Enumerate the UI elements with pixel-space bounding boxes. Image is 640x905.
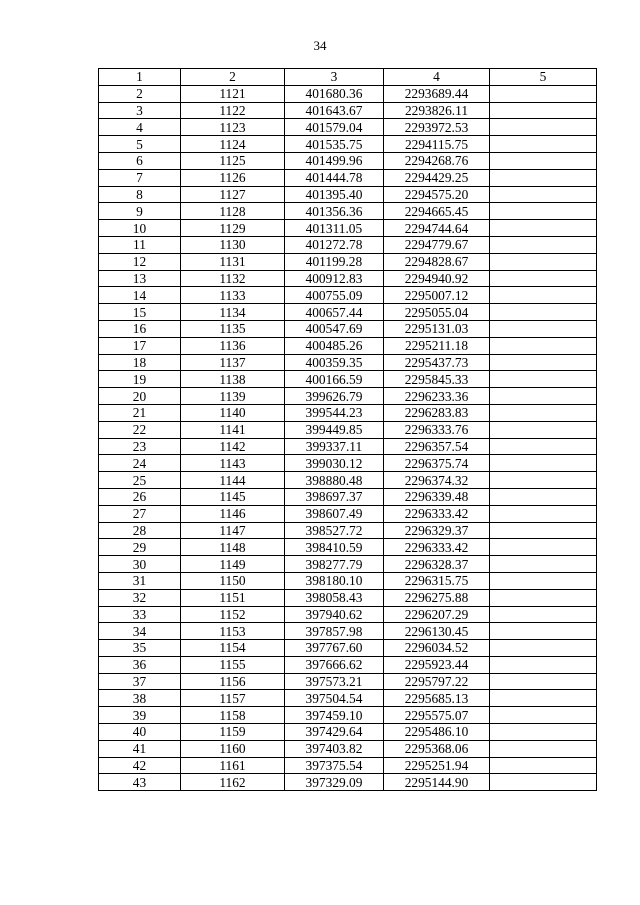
table-cell-col-2: 1145 (181, 488, 285, 505)
table-cell-col-4: 2296375.74 (384, 455, 490, 472)
table-cell-col-4: 2294575.20 (384, 186, 490, 203)
table-cell-col-1: 31 (99, 572, 181, 589)
table-cell-col-1: 23 (99, 438, 181, 455)
table-cell-col-3: 401444.78 (285, 169, 384, 186)
table-cell-col-1: 39 (99, 707, 181, 724)
table-row (99, 203, 597, 220)
table-cell-col-1: 42 (99, 757, 181, 774)
table-cell-col-1: 25 (99, 472, 181, 489)
table-cell-col-5 (490, 640, 597, 657)
table-row (99, 556, 597, 573)
table-cell-col-5 (490, 472, 597, 489)
table-cell-col-3: 401579.04 (285, 119, 384, 136)
table-cell-col-4: 2296034.52 (384, 640, 490, 657)
table-cell-col-3: 397940.62 (285, 606, 384, 623)
table-cell-col-5 (490, 673, 597, 690)
table-cell-col-3: 397375.54 (285, 757, 384, 774)
table-row (99, 421, 597, 438)
table-cell-col-5 (490, 337, 597, 354)
table-cell-col-4: 2294115.75 (384, 136, 490, 153)
table-cell-col-5 (490, 656, 597, 673)
table-cell-col-4: 2294779.67 (384, 236, 490, 253)
table-cell-col-5 (490, 102, 597, 119)
table-cell-col-5 (490, 724, 597, 741)
table-cell-col-3: 399626.79 (285, 388, 384, 405)
table-cell-col-5 (490, 203, 597, 220)
table-cell-col-1: 20 (99, 388, 181, 405)
table-cell-col-2: 1132 (181, 270, 285, 287)
table-row (99, 606, 597, 623)
table-cell-col-3: 398410.59 (285, 539, 384, 556)
table-row (99, 354, 597, 371)
table-row (99, 656, 597, 673)
table-cell-col-4: 2295144.90 (384, 774, 490, 791)
table-row (99, 488, 597, 505)
table-row (99, 589, 597, 606)
table-cell-col-5 (490, 270, 597, 287)
table-cell-col-1: 6 (99, 152, 181, 169)
table-cell-col-4: 2296333.42 (384, 539, 490, 556)
table-cell-col-1: 29 (99, 539, 181, 556)
table-row (99, 169, 597, 186)
table-row (99, 388, 597, 405)
table-row (99, 438, 597, 455)
table-row (99, 337, 597, 354)
table-cell-col-4: 2295486.10 (384, 724, 490, 741)
table-cell-col-1: 5 (99, 136, 181, 153)
table-cell-col-4: 2294744.64 (384, 220, 490, 237)
table-cell-col-4: 2295437.73 (384, 354, 490, 371)
table-row (99, 270, 597, 287)
table-cell-col-3: 398058.43 (285, 589, 384, 606)
table-cell-col-3: 400657.44 (285, 304, 384, 321)
table-cell-col-1: 14 (99, 287, 181, 304)
table-cell-col-1: 2 (99, 85, 181, 102)
table-cell-col-4: 2294268.76 (384, 152, 490, 169)
table-cell-col-3: 398607.49 (285, 505, 384, 522)
table-cell-col-5 (490, 774, 597, 791)
table-cell-col-4: 2296374.32 (384, 472, 490, 489)
table-cell-col-2: 1133 (181, 287, 285, 304)
table-cell-col-1: 8 (99, 186, 181, 203)
table-cell-col-1: 36 (99, 656, 181, 673)
table-cell-col-1: 27 (99, 505, 181, 522)
table-row (99, 119, 597, 136)
table-cell-col-3: 400166.59 (285, 371, 384, 388)
table-cell-col-1: 9 (99, 203, 181, 220)
table-cell-col-2: 1123 (181, 119, 285, 136)
table-cell-col-2: 1135 (181, 320, 285, 337)
table-cell-col-2: 1147 (181, 522, 285, 539)
table-row (99, 136, 597, 153)
table-cell-col-5 (490, 354, 597, 371)
table-cell-col-2: 1131 (181, 253, 285, 270)
table-cell-col-1: 40 (99, 724, 181, 741)
table-cell-col-3: 398527.72 (285, 522, 384, 539)
table-cell-col-1: 7 (99, 169, 181, 186)
table-cell-col-4: 2296315.75 (384, 572, 490, 589)
table-cell-col-3: 397459.10 (285, 707, 384, 724)
table-row (99, 472, 597, 489)
table-cell-col-4: 2296357.54 (384, 438, 490, 455)
table-cell-col-3: 397504.54 (285, 690, 384, 707)
table-cell-col-2: 1161 (181, 757, 285, 774)
table-cell-col-3: 400912.83 (285, 270, 384, 287)
table-cell-col-3: 401311.05 (285, 220, 384, 237)
table-cell-col-1: 22 (99, 421, 181, 438)
table-cell-col-2: 1137 (181, 354, 285, 371)
table-row (99, 690, 597, 707)
table-cell-col-2: 1128 (181, 203, 285, 220)
table-cell-col-3: 401272.78 (285, 236, 384, 253)
table-cell-col-2: 1146 (181, 505, 285, 522)
table-cell-col-5 (490, 320, 597, 337)
table-cell-col-5 (490, 539, 597, 556)
table-cell-col-5 (490, 740, 597, 757)
table-cell-col-1: 21 (99, 404, 181, 421)
table-cell-col-5 (490, 589, 597, 606)
table-cell-col-2: 1148 (181, 539, 285, 556)
table-cell-col-1: 18 (99, 354, 181, 371)
table-row (99, 102, 597, 119)
table-row (99, 404, 597, 421)
table-cell-col-4: 2294828.67 (384, 253, 490, 270)
table-cell-col-1: 43 (99, 774, 181, 791)
table-cell-col-3: 397857.98 (285, 623, 384, 640)
table-row (99, 640, 597, 657)
coordinates-table (98, 68, 597, 791)
table-cell-col-5 (490, 438, 597, 455)
table-cell-col-2: 1134 (181, 304, 285, 321)
table-cell-col-5 (490, 220, 597, 237)
table-cell-col-3: 399030.12 (285, 455, 384, 472)
table-cell-col-3: 401535.75 (285, 136, 384, 153)
table-cell-col-2: 1162 (181, 774, 285, 791)
table-row (99, 522, 597, 539)
table-row (99, 724, 597, 741)
table-cell-col-2: 1127 (181, 186, 285, 203)
table-row (99, 539, 597, 556)
table-row (99, 673, 597, 690)
table-row (99, 220, 597, 237)
table-cell-col-4: 2293826.11 (384, 102, 490, 119)
table-cell-col-4: 2296283.83 (384, 404, 490, 421)
table-row (99, 774, 597, 791)
table-row (99, 85, 597, 102)
table-cell-col-3: 401395.40 (285, 186, 384, 203)
table-cell-col-5 (490, 287, 597, 304)
table-row (99, 320, 597, 337)
table-row (99, 371, 597, 388)
table-row (99, 455, 597, 472)
table-cell-col-5 (490, 186, 597, 203)
table-cell-col-3: 397429.64 (285, 724, 384, 741)
table-cell-col-1: 11 (99, 236, 181, 253)
table-cell-col-5 (490, 388, 597, 405)
table-cell-col-1: 17 (99, 337, 181, 354)
table-cell-col-5 (490, 455, 597, 472)
table-cell-col-2: 1152 (181, 606, 285, 623)
table-cell-col-2: 1143 (181, 455, 285, 472)
table-cell-col-2: 1140 (181, 404, 285, 421)
table-cell-col-5 (490, 488, 597, 505)
table-cell-col-5 (490, 236, 597, 253)
table-row (99, 304, 597, 321)
table-header-row (99, 69, 597, 86)
table-cell-col-1: 33 (99, 606, 181, 623)
table-cell-col-5 (490, 85, 597, 102)
table-cell-col-4: 2295685.13 (384, 690, 490, 707)
table-cell-col-1: 24 (99, 455, 181, 472)
table-cell-col-1: 10 (99, 220, 181, 237)
table-row (99, 740, 597, 757)
table-cell-col-1: 30 (99, 556, 181, 573)
table-cell-col-4: 2295251.94 (384, 757, 490, 774)
table-cell-col-3: 398880.48 (285, 472, 384, 489)
table-cell-col-2: 1124 (181, 136, 285, 153)
table-cell-col-1: 12 (99, 253, 181, 270)
table-cell-col-1: 26 (99, 488, 181, 505)
table-cell-col-4: 2293689.44 (384, 85, 490, 102)
table-cell-col-5 (490, 119, 597, 136)
page-number: 34 (313, 38, 327, 53)
table-cell-col-4: 2294429.25 (384, 169, 490, 186)
column-header-2: 2 (181, 69, 285, 86)
table-cell-col-5 (490, 169, 597, 186)
table-cell-col-2: 1130 (181, 236, 285, 253)
table-cell-col-4: 2296339.48 (384, 488, 490, 505)
table-cell-col-2: 1136 (181, 337, 285, 354)
table-cell-col-5 (490, 556, 597, 573)
table-cell-col-3: 401356.36 (285, 203, 384, 220)
table-cell-col-3: 398277.79 (285, 556, 384, 573)
table-cell-col-4: 2296333.42 (384, 505, 490, 522)
table-cell-col-3: 398697.37 (285, 488, 384, 505)
table-cell-col-3: 397329.09 (285, 774, 384, 791)
table-cell-col-2: 1156 (181, 673, 285, 690)
table-cell-col-1: 34 (99, 623, 181, 640)
table-row (99, 253, 597, 270)
table-cell-col-2: 1122 (181, 102, 285, 119)
table-cell-col-2: 1144 (181, 472, 285, 489)
table-row (99, 505, 597, 522)
table-cell-col-5 (490, 505, 597, 522)
table-cell-col-5 (490, 606, 597, 623)
table-cell-col-4: 2296275.88 (384, 589, 490, 606)
table-cell-col-4: 2294940.92 (384, 270, 490, 287)
table-cell-col-1: 41 (99, 740, 181, 757)
table-cell-col-5 (490, 404, 597, 421)
table-cell-col-3: 399449.85 (285, 421, 384, 438)
table-cell-col-3: 401199.28 (285, 253, 384, 270)
table-cell-col-3: 397666.62 (285, 656, 384, 673)
table-cell-col-5 (490, 136, 597, 153)
table-cell-col-2: 1150 (181, 572, 285, 589)
table-cell-col-5 (490, 304, 597, 321)
table-cell-col-2: 1151 (181, 589, 285, 606)
table-cell-col-4: 2296333.76 (384, 421, 490, 438)
table-cell-col-3: 401499.96 (285, 152, 384, 169)
table-row (99, 287, 597, 304)
table-cell-col-4: 2296233.36 (384, 388, 490, 405)
table-cell-col-5 (490, 572, 597, 589)
table-cell-col-5 (490, 152, 597, 169)
table-cell-col-4: 2295368.06 (384, 740, 490, 757)
table-cell-col-4: 2296328.37 (384, 556, 490, 573)
table-body (99, 85, 597, 790)
column-header-4: 4 (384, 69, 490, 86)
table-cell-col-3: 400359.35 (285, 354, 384, 371)
table-cell-col-2: 1142 (181, 438, 285, 455)
table-cell-col-5 (490, 707, 597, 724)
table-cell-col-2: 1154 (181, 640, 285, 657)
column-header-5: 5 (490, 69, 597, 86)
table-cell-col-3: 397573.21 (285, 673, 384, 690)
table-cell-col-4: 2294665.45 (384, 203, 490, 220)
table-cell-col-4: 2295131.03 (384, 320, 490, 337)
table-cell-col-2: 1125 (181, 152, 285, 169)
table-cell-col-5 (490, 757, 597, 774)
table-cell-col-3: 397767.60 (285, 640, 384, 657)
table-cell-col-3: 400547.69 (285, 320, 384, 337)
table-cell-col-4: 2295575.07 (384, 707, 490, 724)
table-cell-col-4: 2295055.04 (384, 304, 490, 321)
table-cell-col-5 (490, 253, 597, 270)
table-row (99, 757, 597, 774)
table-row (99, 152, 597, 169)
table-cell-col-4: 2293972.53 (384, 119, 490, 136)
table-cell-col-1: 15 (99, 304, 181, 321)
table-cell-col-2: 1157 (181, 690, 285, 707)
table-cell-col-3: 399337.11 (285, 438, 384, 455)
table-cell-col-5 (490, 421, 597, 438)
table-row (99, 236, 597, 253)
table-cell-col-2: 1153 (181, 623, 285, 640)
column-header-3: 3 (285, 69, 384, 86)
table-cell-col-2: 1160 (181, 740, 285, 757)
table-cell-col-2: 1141 (181, 421, 285, 438)
table-cell-col-4: 2296329.37 (384, 522, 490, 539)
table-cell-col-4: 2295007.12 (384, 287, 490, 304)
table-cell-col-5 (490, 690, 597, 707)
table-cell-col-4: 2295923.44 (384, 656, 490, 673)
table-cell-col-3: 400755.09 (285, 287, 384, 304)
table-row (99, 707, 597, 724)
table-cell-col-2: 1138 (181, 371, 285, 388)
table-cell-col-2: 1149 (181, 556, 285, 573)
table-cell-col-1: 16 (99, 320, 181, 337)
table-cell-col-1: 4 (99, 119, 181, 136)
table-cell-col-1: 32 (99, 589, 181, 606)
table-cell-col-2: 1158 (181, 707, 285, 724)
table-cell-col-1: 38 (99, 690, 181, 707)
table-cell-col-4: 2295845.33 (384, 371, 490, 388)
table-row (99, 623, 597, 640)
table-cell-col-3: 400485.26 (285, 337, 384, 354)
table-cell-col-1: 19 (99, 371, 181, 388)
table-cell-col-2: 1159 (181, 724, 285, 741)
table-cell-col-5 (490, 623, 597, 640)
table-cell-col-2: 1129 (181, 220, 285, 237)
table-cell-col-3: 401680.36 (285, 85, 384, 102)
table-cell-col-4: 2295211.18 (384, 337, 490, 354)
table-cell-col-5 (490, 522, 597, 539)
table-cell-col-2: 1155 (181, 656, 285, 673)
table-cell-col-2: 1126 (181, 169, 285, 186)
table-cell-col-4: 2295797.22 (384, 673, 490, 690)
table-cell-col-2: 1139 (181, 388, 285, 405)
table-cell-col-2: 1121 (181, 85, 285, 102)
table-cell-col-1: 3 (99, 102, 181, 119)
table-cell-col-4: 2296130.45 (384, 623, 490, 640)
table-cell-col-1: 37 (99, 673, 181, 690)
table-cell-col-1: 13 (99, 270, 181, 287)
table-row (99, 186, 597, 203)
table-cell-col-3: 398180.10 (285, 572, 384, 589)
table-cell-col-3: 401643.67 (285, 102, 384, 119)
column-header-1: 1 (99, 69, 181, 86)
table-cell-col-3: 399544.23 (285, 404, 384, 421)
table-cell-col-4: 2296207.29 (384, 606, 490, 623)
table-cell-col-1: 28 (99, 522, 181, 539)
table-cell-col-5 (490, 371, 597, 388)
table-cell-col-3: 397403.82 (285, 740, 384, 757)
table-row (99, 572, 597, 589)
table-cell-col-1: 35 (99, 640, 181, 657)
